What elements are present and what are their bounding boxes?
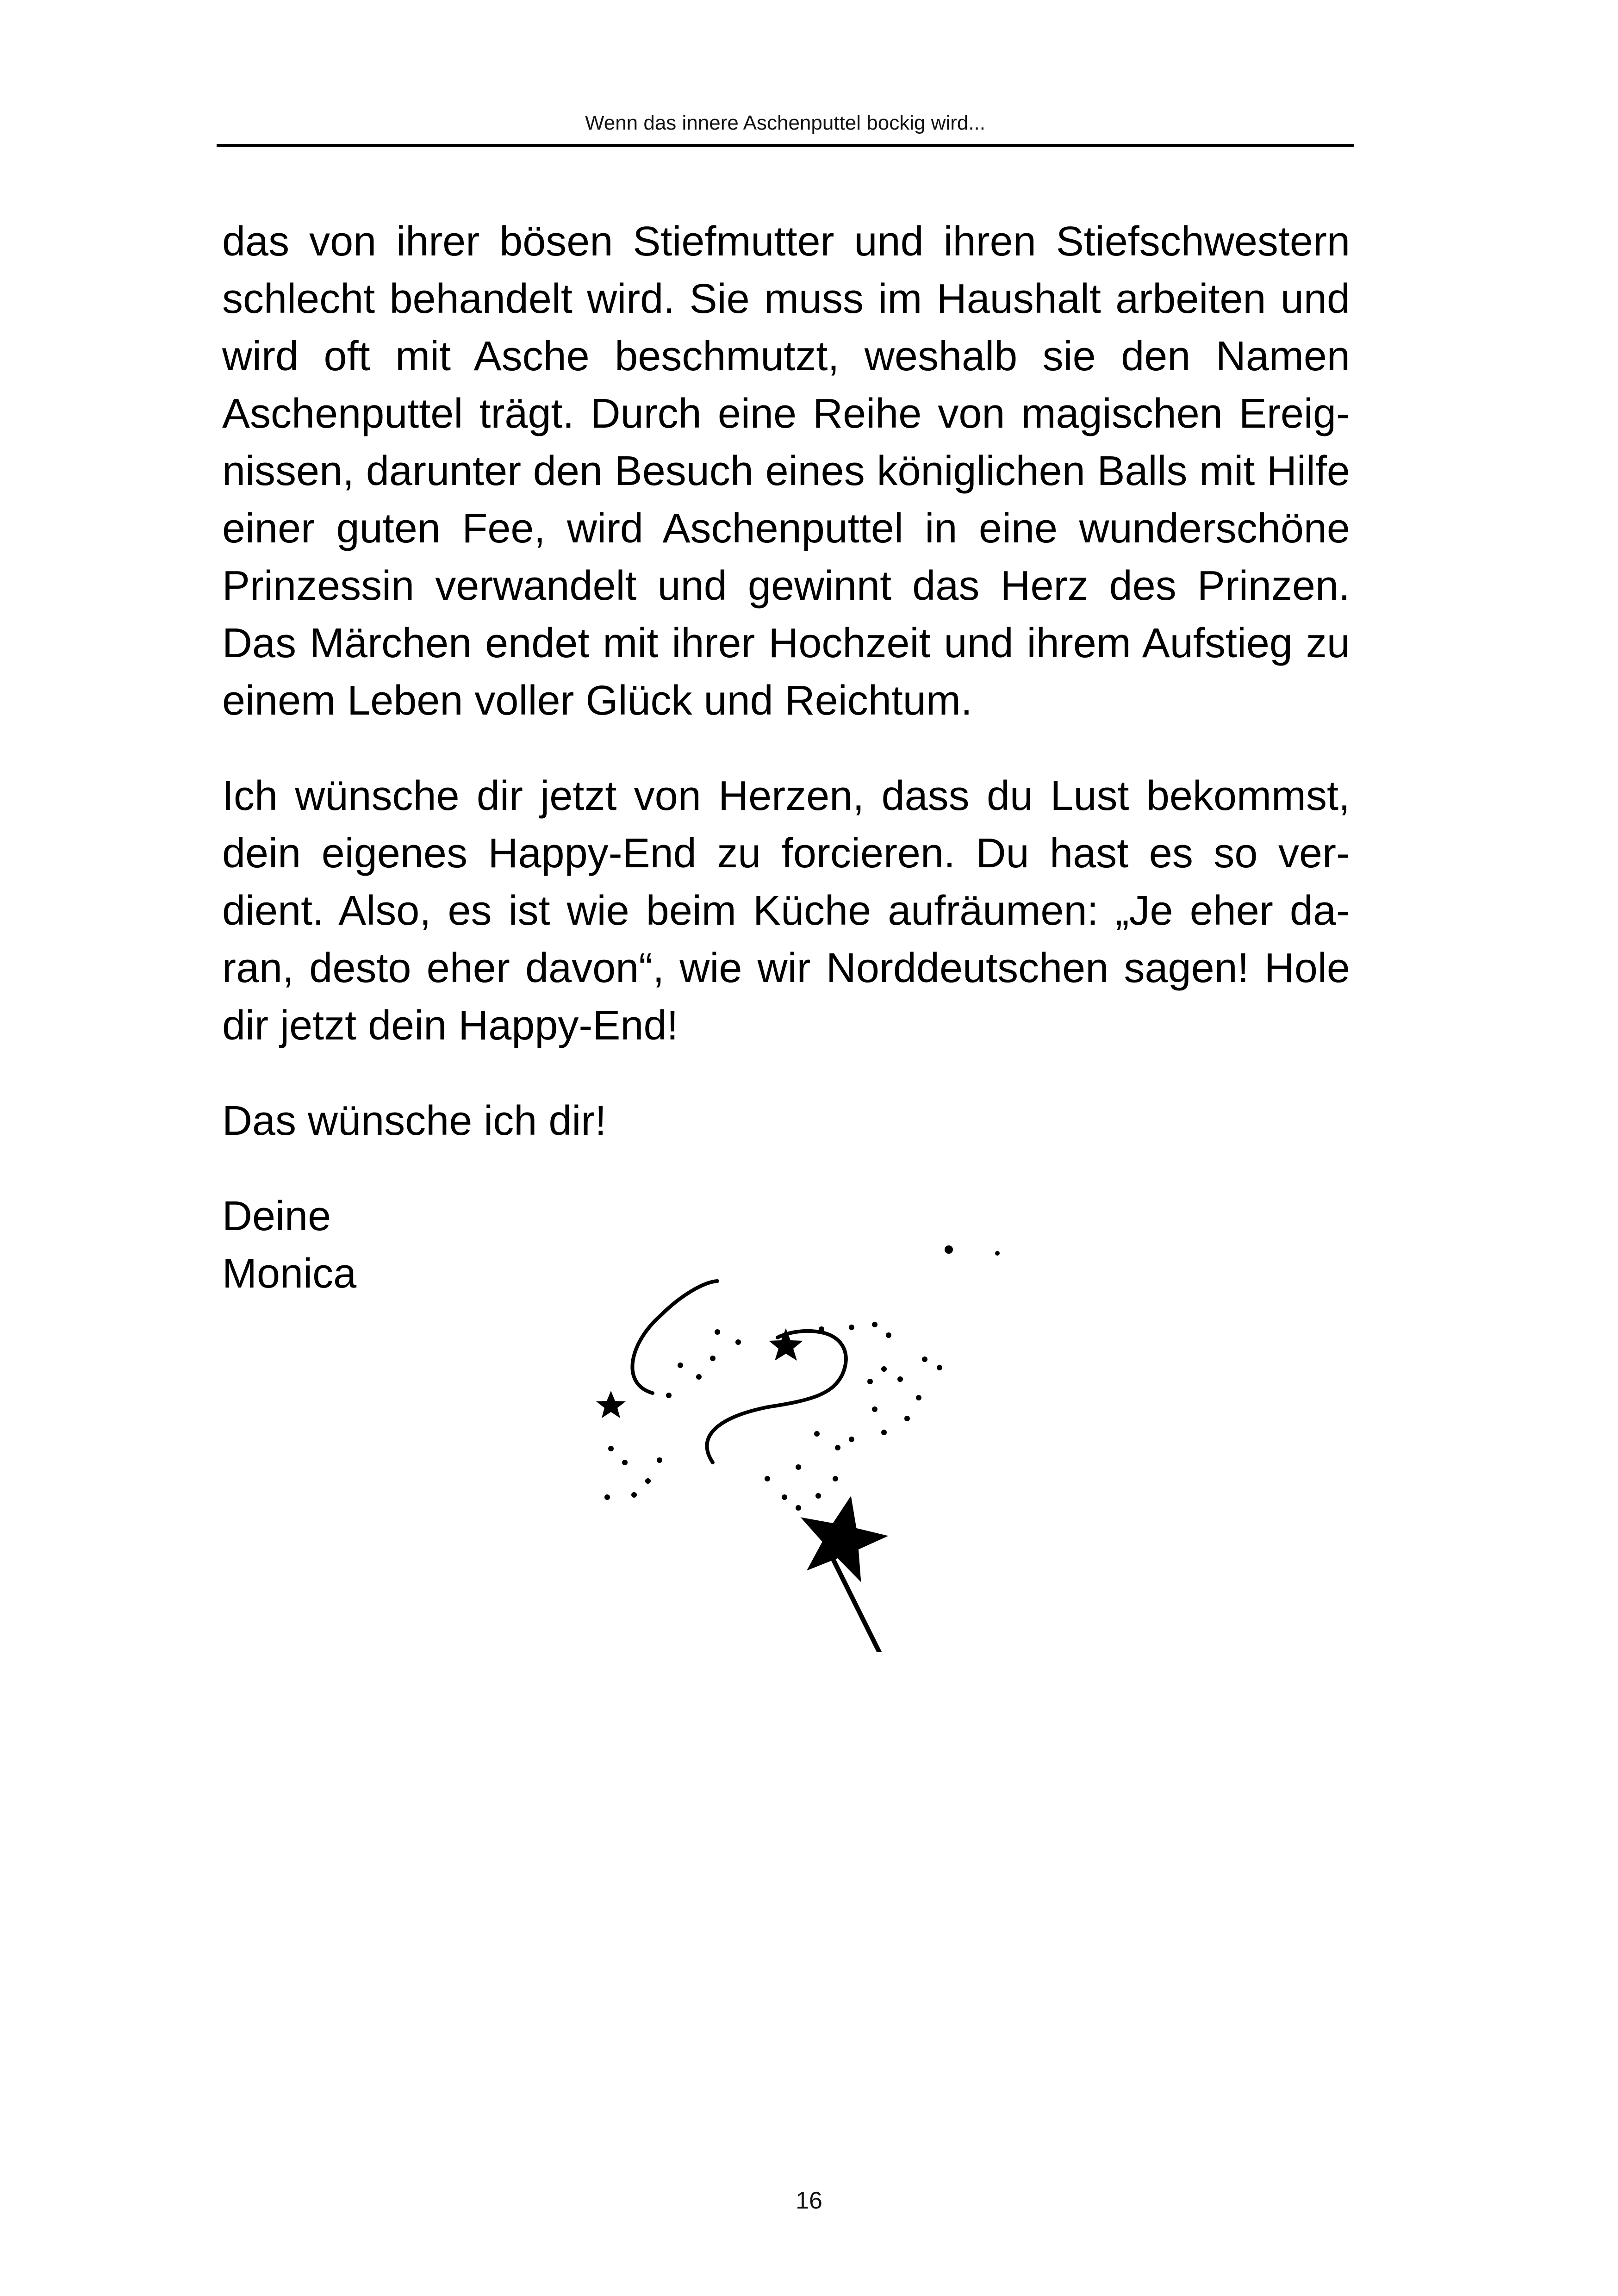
page-number: 16 [796, 2187, 822, 2214]
wand-star [790, 1487, 895, 1586]
header-rule [217, 144, 1354, 147]
paragraph-fairy-tale-summary: das von ihrer bösen Stiefmutter und ihren Stiefschwestern schlecht behandelt wird. Sie muss im Haushalt arbeiten und wird oft mit Asche beschmutzt, weshalb sie den Namen Aschenputtel trägt. Durch eine Reihe von magischen Ereignissen, darunter den Besuch eines königlichen Balls mit Hilfe einer guten Fee, wird Aschenputtel in eine wunderschöne Prinzessin verwandelt und gewinnt das Herz des Prinzen. Das Märchen endet mit ihrer Hochzeit und ihrem Aufstieg zu einem Leben voller Glück und Reichtum. [222, 218, 1350, 724]
body-text [222, 213, 1350, 1302]
paragraph-closing-wish: Das wünsche ich dir! [222, 1098, 607, 1144]
magic-wand-sparkles-icon [555, 1222, 1018, 1652]
sparkle-dots [604, 1245, 1000, 1511]
sparkle-swirl-left [632, 1281, 717, 1393]
sparkle-swirl-right [707, 1331, 846, 1462]
star-small-left [596, 1391, 626, 1418]
signature-name: Monica [222, 1251, 357, 1297]
closing-word: Deine [222, 1193, 331, 1239]
paragraph-happy-end-wish: Ich wünsche dir jetzt von Herzen, dass du Lust bekommst, dein eigenes Happy-End zu forcieren. Du hast es so verdient. Also, es ist wie beim Küche aufräumen: „Je eher daran, desto eher davon“, wie wir Norddeutschen sagen! Hole dir jetzt dein Happy-End! [222, 773, 1350, 1049]
running-header: Wenn das innere Aschenputtel bockig wird... [585, 112, 986, 134]
